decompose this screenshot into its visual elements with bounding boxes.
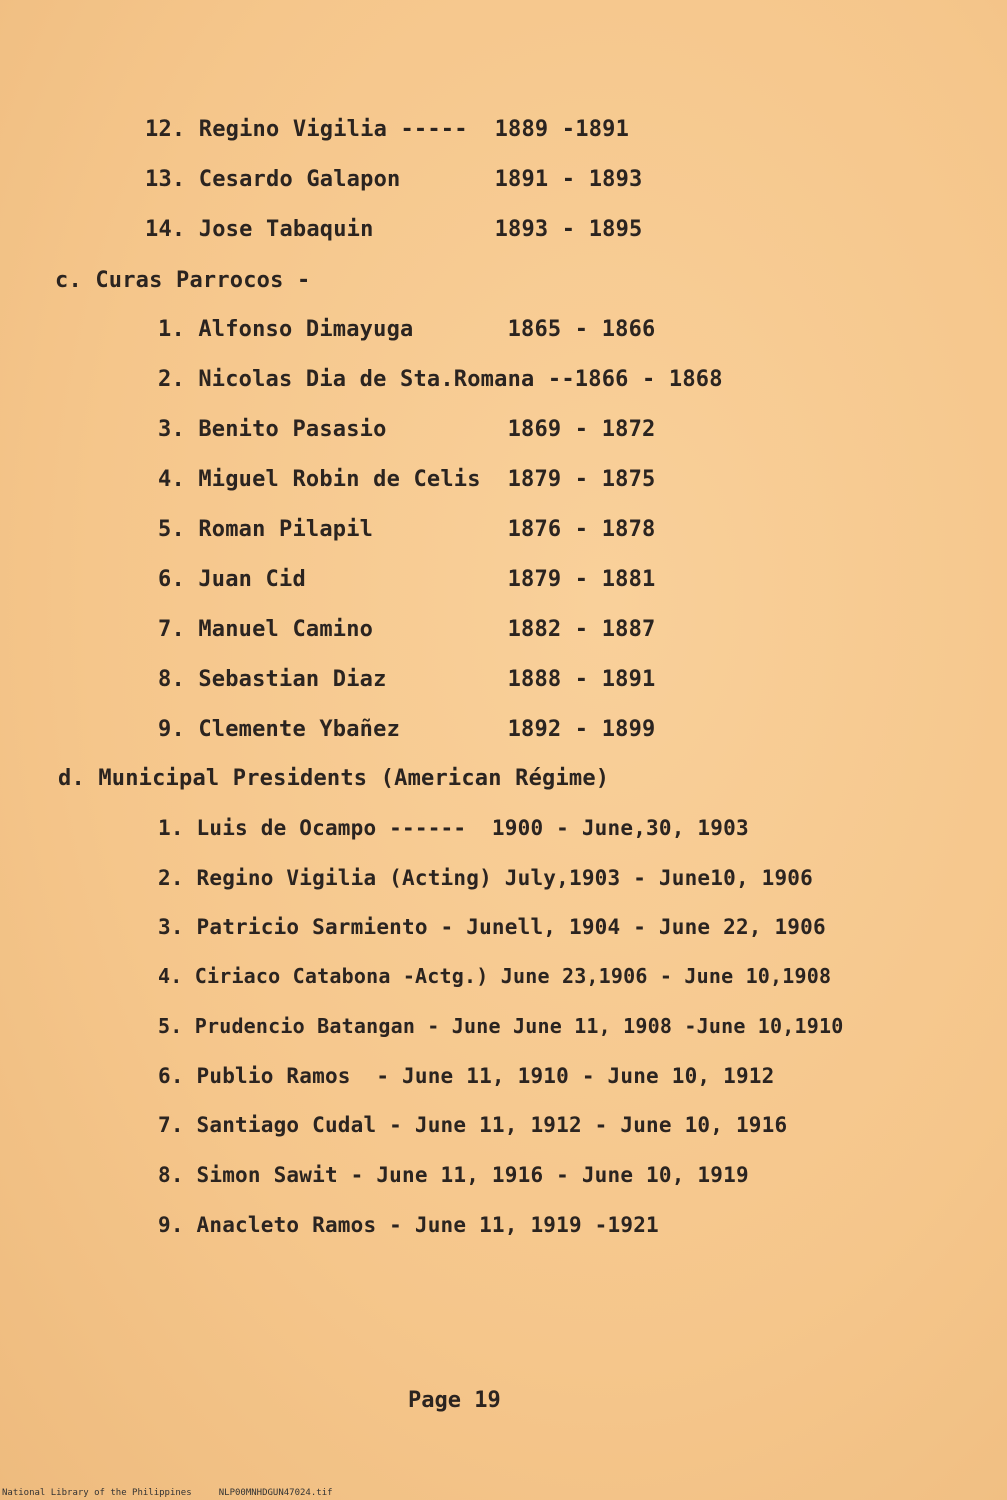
list-item: 6. Publio Ramos - June 11, 1910 - June 10, 1912 bbox=[158, 1064, 775, 1088]
list-item: 5. Prudencio Batangan - June June 11, 1908 -June 10,1910 bbox=[158, 1014, 844, 1038]
list-item: 7. Manuel Camino 1882 - 1887 bbox=[158, 617, 656, 642]
list-item: 2. Nicolas Dia de Sta.Romana --1866 - 1868 bbox=[158, 367, 723, 392]
list-item: 7. Santiago Cudal - June 11, 1912 - June 10, 1916 bbox=[158, 1113, 788, 1137]
list-item: 9. Clemente Ybañez 1892 - 1899 bbox=[158, 717, 656, 742]
list-item: 12. Regino Vigilia ----- 1889 -1891 bbox=[145, 117, 630, 142]
list-item: 9. Anacleto Ramos - June 11, 1919 -1921 bbox=[158, 1213, 659, 1237]
list-item: 4. Miguel Robin de Celis 1879 - 1875 bbox=[158, 467, 656, 492]
list-item: 2. Regino Vigilia (Acting) July,1903 - June10, 1906 bbox=[158, 866, 813, 890]
list-item: 5. Roman Pilapil 1876 - 1878 bbox=[158, 517, 656, 542]
list-item: 14. Jose Tabaquin 1893 - 1895 bbox=[145, 217, 643, 242]
list-item: 3. Benito Pasasio 1869 - 1872 bbox=[158, 417, 656, 442]
list-item: 1. Alfonso Dimayuga 1865 - 1866 bbox=[158, 317, 656, 342]
list-item: 4. Ciriaco Catabona -Actg.) June 23,1906 - June 10,1908 bbox=[158, 964, 832, 988]
archive-footer: National Library of the Philippines NLP00MNHDGUN47024.tif bbox=[2, 1488, 333, 1498]
section-heading-curas: c. Curas Parrocos - bbox=[55, 268, 311, 293]
page-number: Page 19 bbox=[408, 1388, 501, 1413]
list-item: 1. Luis de Ocampo ------ 1900 - June,30, 1903 bbox=[158, 816, 749, 840]
list-item: 8. Sebastian Diaz 1888 - 1891 bbox=[158, 667, 656, 692]
list-item: 6. Juan Cid 1879 - 1881 bbox=[158, 567, 656, 592]
list-item: 13. Cesardo Galapon 1891 - 1893 bbox=[145, 167, 643, 192]
list-item: 8. Simon Sawit - June 11, 1916 - June 10, 1919 bbox=[158, 1163, 749, 1187]
list-item: 3. Patricio Sarmiento - Junell, 1904 - June 22, 1906 bbox=[158, 915, 826, 939]
section-heading-presidents: d. Municipal Presidents (American Régime) bbox=[58, 766, 610, 791]
